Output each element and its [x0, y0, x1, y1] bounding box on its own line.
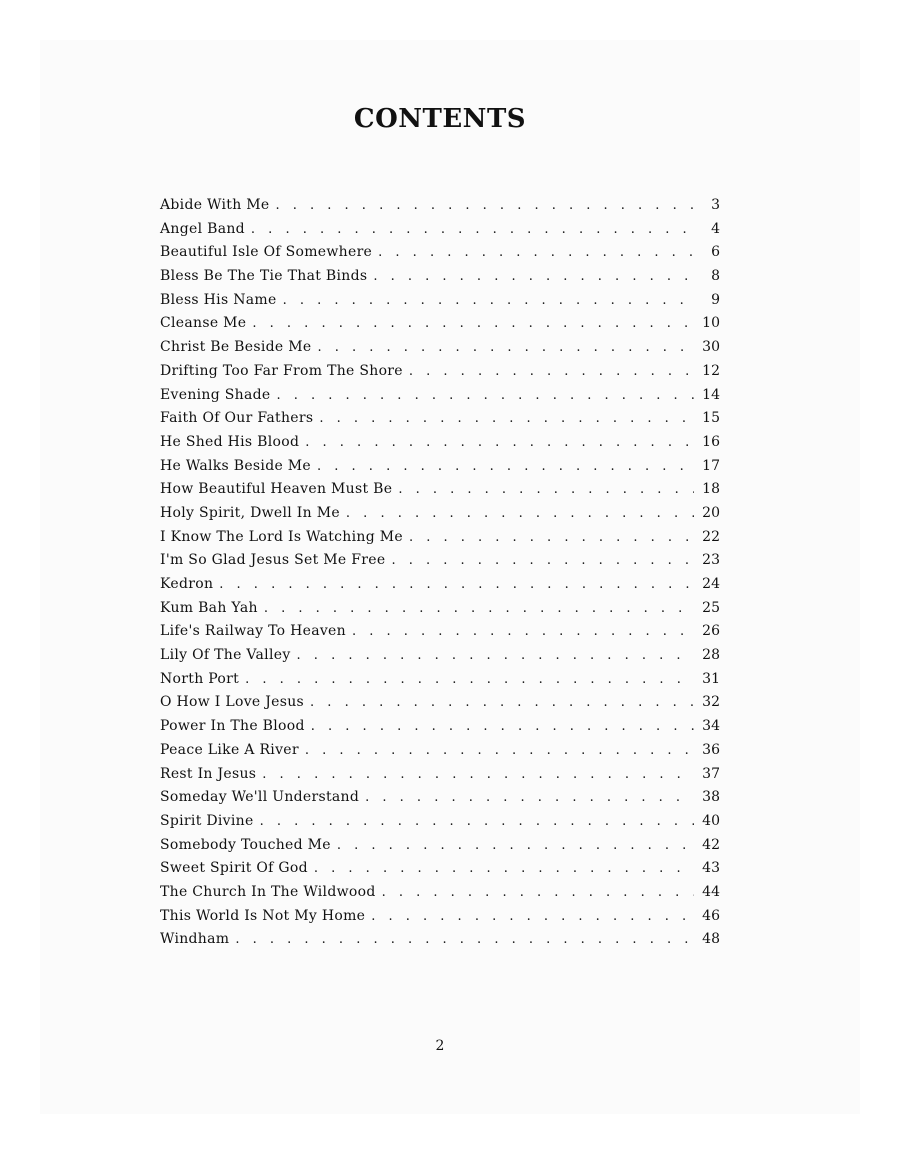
toc-entry: [160, 241, 720, 265]
toc-entry-title: Cleanse Me: [160, 315, 247, 332]
toc-entry: [160, 336, 720, 360]
toc-entry-page: 16: [702, 433, 720, 450]
toc-entry-title: Evening Shade: [160, 386, 271, 403]
toc-entry-page: 44: [702, 883, 720, 900]
toc-entry-title: Kum Bah Yah: [160, 599, 258, 616]
toc-entry-title: Lily Of The Valley: [160, 647, 291, 664]
toc-entry: [160, 407, 720, 431]
toc-dot-leader: [262, 763, 694, 787]
toc-entry-page: 20: [702, 504, 720, 521]
toc-entry: [160, 644, 720, 668]
toc-entry-page: 6: [711, 244, 720, 261]
toc-dot-leader: [314, 857, 694, 881]
toc-dot-leader: [382, 881, 694, 905]
toc-entry-page: 32: [702, 694, 720, 711]
toc-entry-title: Spirit Divine: [160, 812, 254, 829]
toc-dot-leader: [283, 289, 694, 313]
toc-dot-leader: [319, 407, 694, 431]
toc-entry-title: Life's Railway To Heaven: [160, 623, 346, 640]
toc-entry-page: 48: [702, 931, 720, 948]
toc-entry-title: The Church In The Wildwood: [160, 883, 376, 900]
toc-entry: [160, 194, 720, 218]
toc-dot-leader: [297, 644, 694, 668]
toc-entry: [160, 905, 720, 929]
toc-entry: [160, 691, 720, 715]
toc-entry: [160, 763, 720, 787]
toc-entry: [160, 834, 720, 858]
toc-entry-title: Holy Spirit, Dwell In Me: [160, 504, 340, 521]
toc-dot-leader: [365, 786, 694, 810]
toc-entry-title: Abide With Me: [160, 197, 270, 213]
toc-entry: [160, 810, 720, 834]
toc-entry-page: 42: [702, 836, 720, 853]
toc-entry-title: How Beautiful Heaven Must Be: [160, 481, 393, 498]
toc-dot-leader: [311, 715, 694, 739]
toc-entry-title: Drifting Too Far From The Shore: [160, 362, 403, 379]
toc-dot-leader: [276, 384, 694, 408]
toc-dot-leader: [219, 573, 694, 597]
toc-entry: [160, 478, 720, 502]
toc-entry-page: 46: [702, 907, 720, 924]
toc-entry-title: Power In The Blood: [160, 718, 305, 735]
toc-dot-leader: [398, 478, 694, 502]
toc-entry-page: 22: [702, 528, 720, 545]
toc-entry-title: Rest In Jesus: [160, 765, 257, 782]
toc-entry: [160, 431, 720, 455]
toc-entry: [160, 928, 720, 952]
toc-dot-leader: [352, 620, 694, 644]
toc-entry-page: 38: [702, 789, 720, 806]
toc-entry: [160, 739, 720, 763]
toc-entry-page: 12: [702, 362, 720, 379]
toc-entry: [160, 360, 720, 384]
toc-dot-leader: [245, 668, 694, 692]
toc-entry: [160, 620, 720, 644]
toc-entry-page: 14: [702, 386, 720, 403]
toc-entry-page: 3: [711, 197, 720, 213]
toc-entry-title: Sweet Spirit Of God: [160, 860, 308, 877]
toc-entry-title: Windham: [160, 931, 230, 948]
toc-entry-page: 31: [702, 670, 720, 687]
toc-entry-page: 26: [702, 623, 720, 640]
toc-entry: [160, 312, 720, 336]
toc-dot-leader: [251, 218, 694, 242]
toc-entry-page: 18: [702, 481, 720, 498]
toc-entry-title: This World Is Not My Home: [160, 907, 366, 924]
toc-entry-title: Peace Like A River: [160, 741, 299, 758]
toc-entry-title: I Know The Lord Is Watching Me: [160, 528, 403, 545]
toc-entry-title: Kedron: [160, 576, 214, 592]
toc-entry-page: 15: [702, 410, 720, 427]
toc-dot-leader: [346, 502, 694, 526]
toc-entry-page: 40: [702, 812, 720, 829]
toc-entry-page: 28: [702, 647, 720, 664]
toc-entry-page: 8: [711, 268, 720, 285]
toc-entry-page: 37: [702, 765, 720, 782]
toc-entry-title: North Port: [160, 670, 240, 687]
toc-entry-title: I'm So Glad Jesus Set Me Free: [160, 552, 386, 569]
toc-dot-leader: [409, 526, 694, 550]
toc-entry: [160, 265, 720, 289]
toc-dot-leader: [235, 928, 694, 952]
toc-entry: [160, 597, 720, 621]
toc-entry-page: 9: [711, 291, 720, 308]
toc-entry-page: 4: [711, 220, 720, 237]
toc-entry-title: Someday We'll Understand: [160, 789, 360, 806]
toc-entry: [160, 786, 720, 810]
toc-dot-leader: [264, 597, 694, 621]
toc-dot-leader: [337, 834, 694, 858]
toc-entry-title: Beautiful Isle Of Somewhere: [160, 244, 373, 261]
toc-entry: [160, 549, 720, 573]
toc-entry: [160, 857, 720, 881]
toc-entry: [160, 218, 720, 242]
toc-dot-leader: [310, 691, 694, 715]
toc-dot-leader: [391, 549, 694, 573]
toc-entry: [160, 455, 720, 479]
toc-entry-page: 36: [702, 741, 720, 758]
toc-entry: [160, 384, 720, 408]
toc-dot-leader: [305, 739, 694, 763]
toc-dot-leader: [317, 336, 694, 360]
toc-entry-page: 24: [702, 576, 720, 592]
toc-entry: [160, 289, 720, 313]
toc-entry: [160, 526, 720, 550]
toc-entry-page: 17: [702, 457, 720, 474]
toc-entry-title: O How I Love Jesus: [160, 694, 305, 711]
toc-dot-leader: [371, 905, 694, 929]
toc-dot-leader: [305, 431, 694, 455]
toc-dot-leader: [378, 241, 694, 265]
toc-entry: [160, 502, 720, 526]
toc-entry-title: Bless His Name: [160, 291, 277, 308]
toc-dot-leader: [373, 265, 694, 289]
toc-entry-title: Faith Of Our Fathers: [160, 410, 314, 427]
toc-dot-leader: [260, 810, 694, 834]
toc-entry-page: 10: [702, 315, 720, 332]
toc-entry-title: He Walks Beside Me: [160, 457, 312, 474]
toc-entry-title: He Shed His Blood: [160, 433, 300, 450]
toc-dot-leader: [409, 360, 694, 384]
toc-entry: [160, 573, 720, 597]
toc-entry-page: 34: [702, 718, 720, 735]
toc-entry-page: 25: [702, 599, 720, 616]
toc-entry-page: 23: [702, 552, 720, 569]
toc-entry-title: Christ Be Beside Me: [160, 339, 312, 356]
toc-entry-title: Angel Band: [160, 220, 245, 237]
page-number: 2: [435, 1038, 445, 1054]
toc-dot-leader: [252, 312, 694, 336]
page-title: CONTENTS: [353, 104, 527, 134]
toc-entry-title: Bless Be The Tie That Binds: [160, 268, 368, 285]
toc-entry-page: 43: [702, 860, 720, 877]
toc-entry: [160, 668, 720, 692]
toc-entry: [160, 715, 720, 739]
toc-dot-leader: [275, 194, 694, 218]
toc-dot-leader: [317, 455, 694, 479]
table-of-contents: [160, 194, 720, 952]
toc-entry-page: 30: [702, 339, 720, 356]
toc-entry: [160, 881, 720, 905]
toc-entry-title: Somebody Touched Me: [160, 836, 331, 853]
